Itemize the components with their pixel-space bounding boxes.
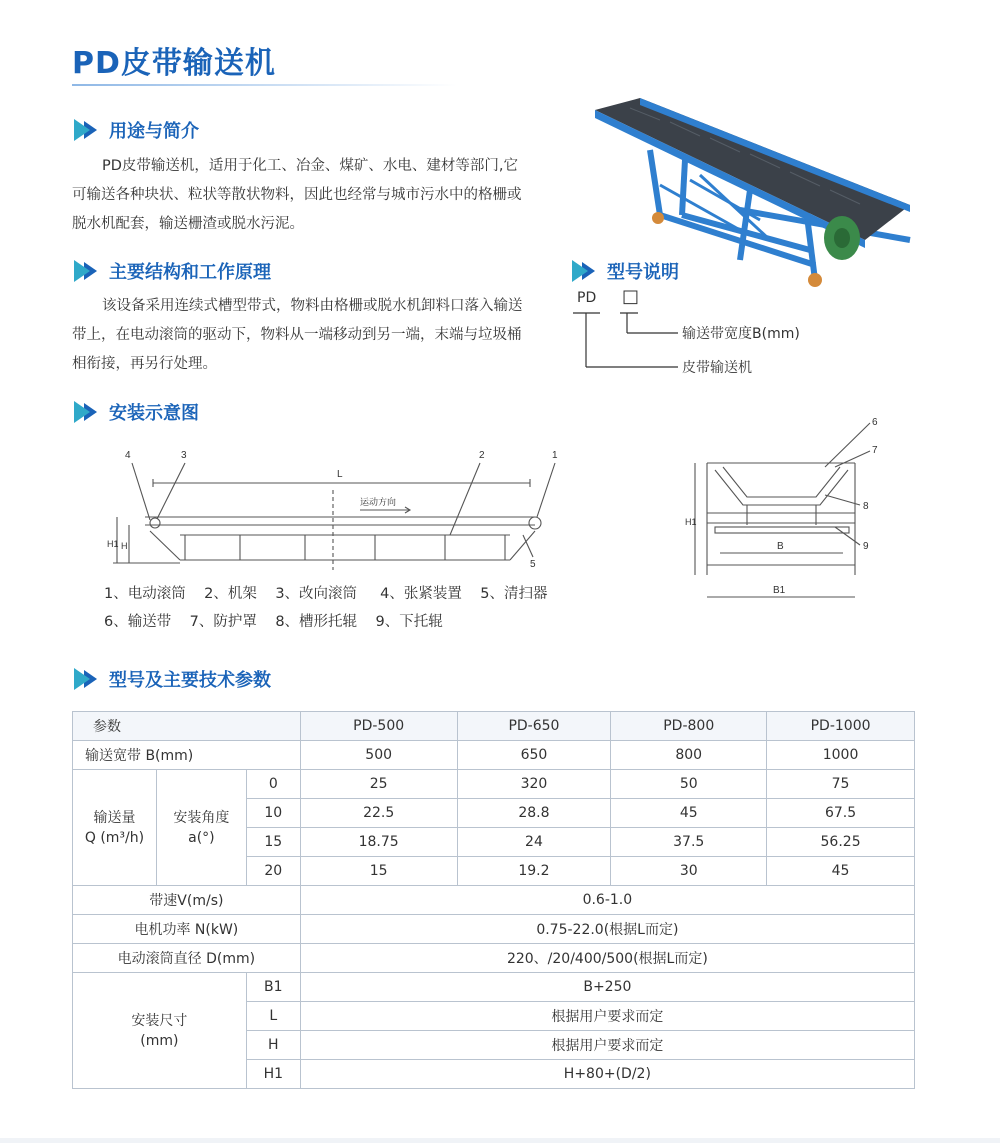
header-cell: PD-1000	[767, 712, 915, 741]
size-key: B1	[246, 973, 300, 1002]
cell: 28.8	[457, 799, 611, 828]
angle-cell: 0	[246, 770, 300, 799]
cell: 25	[300, 770, 457, 799]
size-key: L	[246, 1002, 300, 1031]
section-label-B: B	[777, 541, 784, 552]
section-install-heading: 安装示意图	[74, 397, 199, 427]
header-cell: 参数	[73, 712, 301, 741]
cell: 320	[457, 770, 611, 799]
cell: 45	[767, 857, 915, 886]
table-row	[73, 973, 915, 1002]
angle-label: 安装角度 a(°)	[156, 770, 246, 886]
section-label-8: 8	[863, 501, 869, 512]
model-leader-lines	[570, 305, 680, 375]
structure-line: 相衔接，再另行处理。	[72, 356, 217, 372]
title-underline	[72, 84, 457, 86]
table-header-row	[73, 712, 915, 741]
cell: 根据用户要求而定	[300, 1031, 914, 1060]
side-label-5: 5	[530, 559, 536, 570]
arrow-icon	[74, 401, 90, 423]
cell: 220、/20/400/500(根据L而定)	[300, 944, 914, 973]
model-label-name: 皮带输送机	[682, 360, 752, 376]
cell: B+250	[300, 973, 914, 1002]
section-label-9: 9	[863, 541, 869, 552]
legend-row-2: 6、输送带 7、防护罩 8、槽形托辊 9、下托辊	[104, 614, 443, 630]
size-label: 安装尺寸 (mm)	[73, 973, 247, 1089]
size-key: H1	[246, 1060, 300, 1089]
row-label: 电机功率 N(kW)	[73, 915, 301, 944]
spec-table	[72, 711, 915, 1089]
cell: 0.6-1.0	[300, 886, 914, 915]
cell: 根据用户要求而定	[300, 1002, 914, 1031]
structure-line: 带上，在电动滚筒的驱动下，物料从一端移动到另一端，末端与垃圾桶	[72, 327, 522, 343]
cell: 56.25	[767, 828, 915, 857]
section-label-H1: H1	[685, 517, 697, 527]
table-row	[73, 944, 915, 973]
header-cell: PD-800	[611, 712, 767, 741]
section-label-B1: B1	[773, 585, 786, 596]
usage-text	[72, 152, 552, 239]
cell: 1000	[767, 741, 915, 770]
cell: 15	[300, 857, 457, 886]
arrow-icon	[74, 119, 90, 141]
bottom-bar	[0, 1138, 1000, 1143]
structure-line: 该设备采用连续式槽型带式，物料由格栅或脱水机卸料口落入输送	[102, 298, 523, 314]
cell: 30	[611, 857, 767, 886]
cell: 18.75	[300, 828, 457, 857]
cell: 67.5	[767, 799, 915, 828]
page-title: PD皮带输送机	[72, 46, 276, 81]
angle-cell: 20	[246, 857, 300, 886]
install-side-view	[105, 445, 565, 575]
section-label-7: 7	[872, 445, 878, 456]
cell: 650	[457, 741, 611, 770]
legend-row-1: 1、电动滚筒 2、机架 3、改向滚筒 4、张紧装置 5、清扫器	[104, 586, 548, 602]
usage-line: 脱水机配套，输送栅渣或脱水污泥。	[72, 216, 304, 232]
row-label: 输送宽带 B(mm)	[73, 741, 301, 770]
capacity-label: 输送量 Q (m³/h)	[73, 770, 157, 886]
cell: 800	[611, 741, 767, 770]
model-label-width: 输送带宽度B(mm)	[682, 326, 800, 342]
row-label: 电动滚筒直径 D(mm)	[73, 944, 301, 973]
structure-text	[72, 292, 552, 379]
header-cell: PD-500	[300, 712, 457, 741]
header-cell: PD-650	[457, 712, 611, 741]
section-params-heading: 型号及主要技术参数	[74, 664, 271, 694]
angle-cell: 15	[246, 828, 300, 857]
cell: H+80+(D/2)	[300, 1060, 914, 1089]
model-prefix: PD	[577, 290, 597, 306]
table-row	[73, 770, 915, 799]
section-label-6: 6	[872, 417, 878, 428]
usage-line: 可输送各种块状、粒状等散状物料，因此也经常与城市污水中的格栅或	[72, 187, 522, 203]
table-row	[73, 886, 915, 915]
row-label: 带速V(m/s)	[73, 886, 301, 915]
side-label-H1: H1	[107, 539, 119, 549]
cell: 45	[611, 799, 767, 828]
table-row	[73, 915, 915, 944]
section-model-heading: 型号说明	[572, 256, 679, 286]
cell: 500	[300, 741, 457, 770]
cell: 75	[767, 770, 915, 799]
cell: 0.75-22.0(根据L而定)	[300, 915, 914, 944]
model-box: □	[622, 286, 640, 307]
cell: 22.5	[300, 799, 457, 828]
section-usage-heading: 用途与简介	[74, 115, 199, 145]
arrow-icon	[74, 260, 90, 282]
side-label-4: 4	[125, 450, 131, 461]
angle-cell: 10	[246, 799, 300, 828]
install-section-view	[685, 415, 890, 610]
side-label-H: H	[121, 541, 128, 551]
side-label-L: L	[337, 469, 343, 480]
table-row	[73, 741, 915, 770]
side-label-3: 3	[181, 450, 187, 461]
cell: 50	[611, 770, 767, 799]
cell: 24	[457, 828, 611, 857]
side-label-1: 1	[552, 450, 558, 461]
section-structure-heading: 主要结构和工作原理	[74, 256, 271, 286]
cell: 19.2	[457, 857, 611, 886]
arrow-icon	[74, 668, 90, 690]
size-key: H	[246, 1031, 300, 1060]
side-label-2: 2	[479, 450, 485, 461]
side-label-direction: 运动方向	[360, 497, 397, 507]
cell: 37.5	[611, 828, 767, 857]
usage-line: PD皮带输送机，适用于化工、冶金、煤矿、水电、建材等部门,它	[102, 158, 519, 174]
arrow-icon	[572, 260, 588, 282]
